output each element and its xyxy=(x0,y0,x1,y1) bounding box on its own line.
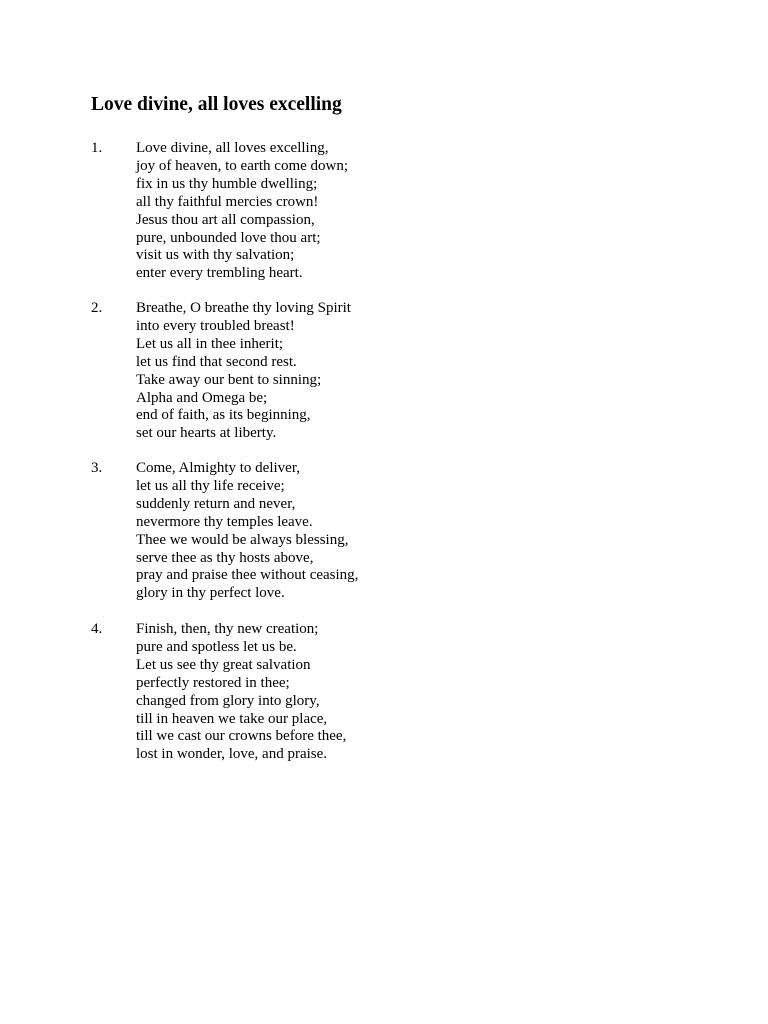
verse-lines xyxy=(136,140,348,283)
verse-number: 1. xyxy=(91,140,103,156)
verse-line: glory in thy perfect love. xyxy=(136,585,285,602)
verse-line: Thee we would be always blessing, xyxy=(136,531,349,548)
verse-line: Jesus thou art all compassion, xyxy=(136,211,315,228)
verse-line: enter every trembling heart. xyxy=(136,265,303,282)
verse-line: let us find that second rest. xyxy=(136,353,297,370)
verse-line: into every troubled breast! xyxy=(136,317,295,334)
verse-lines xyxy=(136,300,351,443)
verse-line: Breathe, O breathe thy loving Spirit xyxy=(136,300,351,316)
verse-line: till in heaven we take our place, xyxy=(136,710,328,727)
hymn-title: Love divine, all loves excelling xyxy=(91,94,342,115)
verse-line: fix in us thy humble dwelling; xyxy=(136,175,318,192)
verse-number: 4. xyxy=(91,621,103,637)
verse-line: nevermore thy temples leave. xyxy=(136,513,313,530)
verse-line: joy of heaven, to earth come down; xyxy=(136,157,349,174)
verse-line: end of faith, as its beginning, xyxy=(136,407,311,424)
verse-lines xyxy=(136,621,346,764)
verse-line: serve thee as thy hosts above, xyxy=(136,549,314,566)
verse-line: Finish, then, thy new creation; xyxy=(136,621,319,637)
verse-line: visit us with thy salvation; xyxy=(136,247,295,264)
verse-line: pure, unbounded love thou art; xyxy=(136,229,321,246)
verse-line: till we cast our crowns before thee, xyxy=(136,728,347,745)
verse-number: 3. xyxy=(91,460,103,476)
verse-line: let us all thy life receive; xyxy=(136,477,285,494)
verse-line: perfectly restored in thee; xyxy=(136,674,290,691)
verse-line: suddenly return and never, xyxy=(136,495,296,512)
verse-line: Let us see thy great salvation xyxy=(136,656,311,673)
verse-number: 2. xyxy=(91,300,103,316)
verse-line: Let us all in thee inherit; xyxy=(136,335,284,352)
verse-line: Alpha and Omega be; xyxy=(136,389,268,406)
verse-line: lost in wonder, love, and praise. xyxy=(136,746,328,763)
verse-line: changed from glory into glory, xyxy=(136,692,320,709)
verse-line: Take away our bent to sinning; xyxy=(136,371,322,388)
verse-line: pray and praise thee without ceasing, xyxy=(136,567,359,584)
verse-line: Come, Almighty to deliver, xyxy=(136,460,300,476)
verse-line: pure and spotless let us be. xyxy=(136,638,297,655)
verse-line: set our hearts at liberty. xyxy=(136,425,277,442)
verse-lines xyxy=(136,460,358,603)
verse-line: Love divine, all loves excelling, xyxy=(136,140,329,156)
verse-line: all thy faithful mercies crown! xyxy=(136,193,319,210)
